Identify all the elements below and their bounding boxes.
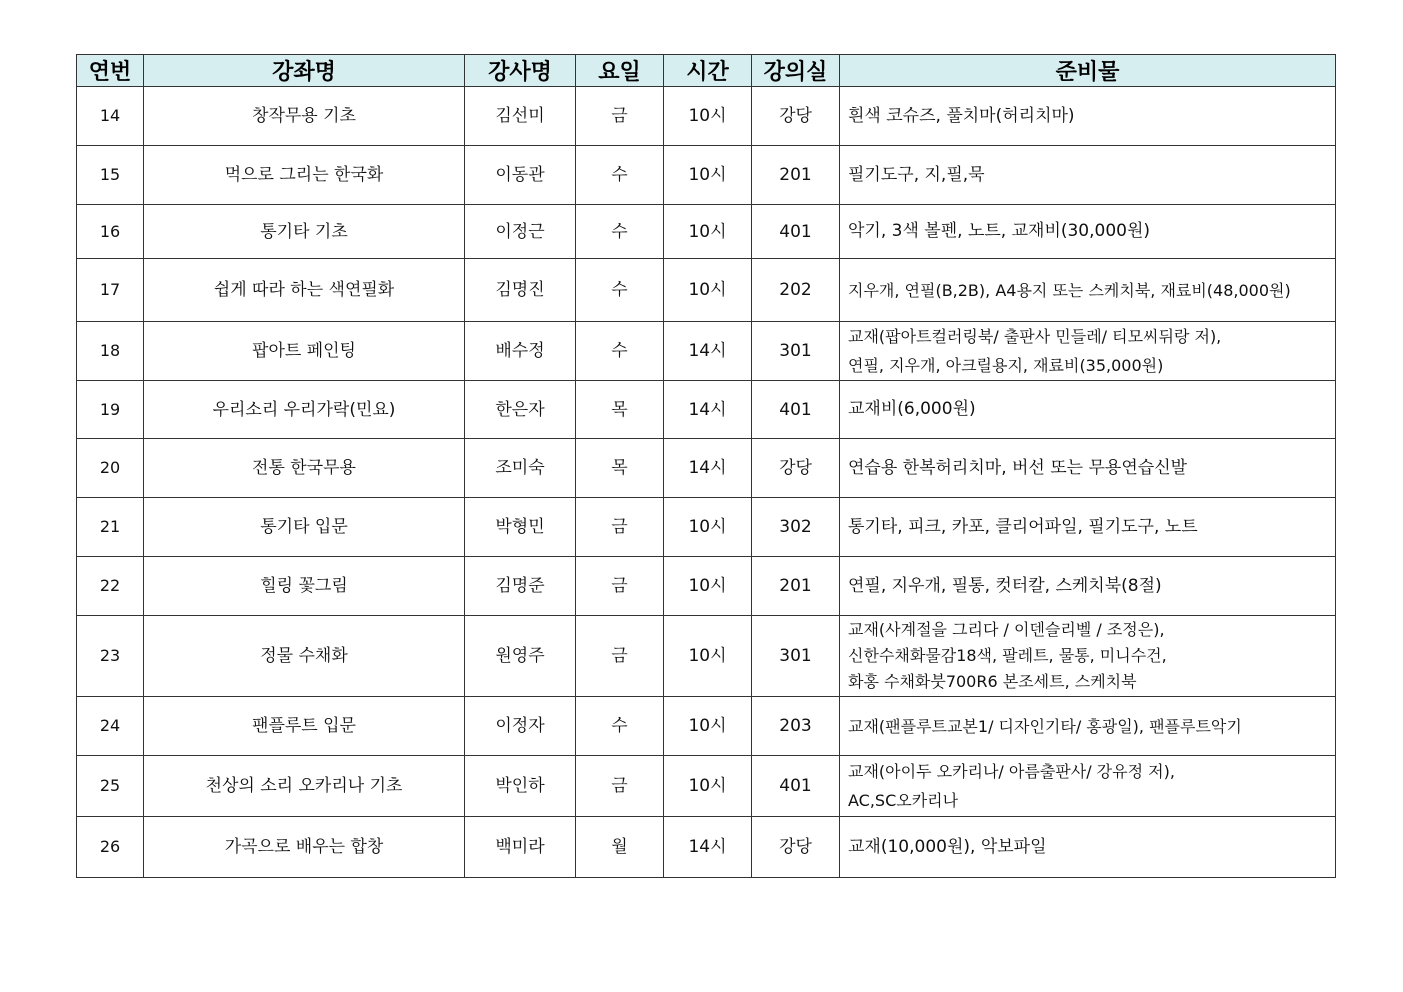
cell-room: 강당 <box>752 87 840 146</box>
header-time: 시간 <box>664 55 752 87</box>
cell-day: 금 <box>576 498 664 557</box>
cell-instructor: 이정근 <box>465 205 576 259</box>
cell-instructor: 이동관 <box>465 146 576 205</box>
cell-day: 목 <box>576 381 664 439</box>
cell-materials: 교재(10,000원), 악보파일 <box>840 817 1336 878</box>
cell-day: 수 <box>576 259 664 322</box>
header-row <box>77 55 1336 87</box>
cell-room: 302 <box>752 498 840 557</box>
cell-instructor: 백미라 <box>465 817 576 878</box>
cell-instructor: 조미숙 <box>465 439 576 498</box>
cell-course: 우리소리 우리가락(민요) <box>144 381 465 439</box>
cell-number: 19 <box>77 381 144 439</box>
cell-time: 10시 <box>664 259 752 322</box>
table-row <box>77 439 1336 498</box>
cell-day: 수 <box>576 697 664 756</box>
cell-time: 14시 <box>664 322 752 381</box>
cell-instructor: 김명진 <box>465 259 576 322</box>
header-course: 강좌명 <box>144 55 465 87</box>
cell-course: 전통 한국무용 <box>144 439 465 498</box>
cell-time: 10시 <box>664 616 752 697</box>
cell-room: 201 <box>752 146 840 205</box>
cell-materials: 필기도구, 지,필,묵 <box>840 146 1336 205</box>
cell-day: 금 <box>576 557 664 616</box>
cell-time: 10시 <box>664 498 752 557</box>
cell-time: 10시 <box>664 205 752 259</box>
table-row <box>77 381 1336 439</box>
cell-day: 금 <box>576 756 664 817</box>
header-room: 강의실 <box>752 55 840 87</box>
cell-number: 17 <box>77 259 144 322</box>
cell-time: 14시 <box>664 381 752 439</box>
cell-room: 401 <box>752 381 840 439</box>
course-table <box>76 54 1336 878</box>
cell-number: 22 <box>77 557 144 616</box>
cell-materials: 교재(아이두 오카리나/ 아름출판사/ 강유정 저), AC,SC오카리나 <box>840 756 1336 817</box>
cell-course: 창작무용 기초 <box>144 87 465 146</box>
cell-course: 팬플루트 입문 <box>144 697 465 756</box>
cell-instructor: 원영주 <box>465 616 576 697</box>
cell-time: 14시 <box>664 439 752 498</box>
cell-instructor: 한은자 <box>465 381 576 439</box>
table-row <box>77 557 1336 616</box>
cell-room: 203 <box>752 697 840 756</box>
cell-number: 23 <box>77 616 144 697</box>
cell-materials: 연필, 지우개, 필통, 컷터칼, 스케치북(8절) <box>840 557 1336 616</box>
cell-course: 정물 수채화 <box>144 616 465 697</box>
cell-room: 301 <box>752 616 840 697</box>
cell-number: 24 <box>77 697 144 756</box>
cell-day: 목 <box>576 439 664 498</box>
cell-number: 20 <box>77 439 144 498</box>
cell-day: 월 <box>576 817 664 878</box>
cell-time: 14시 <box>664 817 752 878</box>
cell-day: 수 <box>576 146 664 205</box>
cell-day: 수 <box>576 205 664 259</box>
cell-number: 18 <box>77 322 144 381</box>
table-row <box>77 205 1336 259</box>
header-day: 요일 <box>576 55 664 87</box>
cell-day: 수 <box>576 322 664 381</box>
cell-day: 금 <box>576 616 664 697</box>
cell-instructor: 박인하 <box>465 756 576 817</box>
cell-materials: 악기, 3색 볼펜, 노트, 교재비(30,000원) <box>840 205 1336 259</box>
cell-instructor: 김선미 <box>465 87 576 146</box>
table-row <box>77 146 1336 205</box>
cell-room: 301 <box>752 322 840 381</box>
cell-materials: 지우개, 연필(B,2B), A4용지 또는 스케치북, 재료비(48,000원) <box>840 259 1336 322</box>
cell-instructor: 박형민 <box>465 498 576 557</box>
cell-number: 16 <box>77 205 144 259</box>
cell-course: 팝아트 페인팅 <box>144 322 465 381</box>
cell-time: 10시 <box>664 756 752 817</box>
table-row <box>77 817 1336 878</box>
cell-instructor: 이정자 <box>465 697 576 756</box>
cell-course: 천상의 소리 오카리나 기초 <box>144 756 465 817</box>
cell-room: 강당 <box>752 439 840 498</box>
cell-course: 힐링 꽃그림 <box>144 557 465 616</box>
table-row <box>77 756 1336 817</box>
cell-course: 통기타 기초 <box>144 205 465 259</box>
table-row <box>77 697 1336 756</box>
cell-number: 26 <box>77 817 144 878</box>
cell-room: 202 <box>752 259 840 322</box>
cell-room: 401 <box>752 205 840 259</box>
cell-time: 10시 <box>664 146 752 205</box>
table-row <box>77 616 1336 697</box>
cell-number: 15 <box>77 146 144 205</box>
course-table-container <box>76 54 1336 878</box>
cell-time: 10시 <box>664 697 752 756</box>
cell-number: 14 <box>77 87 144 146</box>
cell-course: 가곡으로 배우는 합창 <box>144 817 465 878</box>
cell-materials: 흰색 코슈즈, 풀치마(허리치마) <box>840 87 1336 146</box>
table-row <box>77 259 1336 322</box>
table-row <box>77 87 1336 146</box>
cell-day: 금 <box>576 87 664 146</box>
header-number: 연번 <box>77 55 144 87</box>
cell-course: 먹으로 그리는 한국화 <box>144 146 465 205</box>
cell-materials: 교재(팝아트컬러링북/ 출판사 민들레/ 티모씨뒤랑 저), 연필, 지우개, 아크릴용지, 재료비(35,000원) <box>840 322 1336 381</box>
cell-materials: 연습용 한복허리치마, 버선 또는 무용연습신발 <box>840 439 1336 498</box>
cell-materials: 교재비(6,000원) <box>840 381 1336 439</box>
cell-materials: 교재(팬플루트교본1/ 디자인기타/ 홍광일), 팬플루트악기 <box>840 697 1336 756</box>
cell-number: 25 <box>77 756 144 817</box>
cell-materials: 통기타, 피크, 카포, 클리어파일, 필기도구, 노트 <box>840 498 1336 557</box>
table-row <box>77 322 1336 381</box>
header-materials: 준비물 <box>840 55 1336 87</box>
header-instructor: 강사명 <box>465 55 576 87</box>
table-row <box>77 498 1336 557</box>
cell-time: 10시 <box>664 87 752 146</box>
cell-instructor: 김명준 <box>465 557 576 616</box>
cell-number: 21 <box>77 498 144 557</box>
cell-instructor: 배수정 <box>465 322 576 381</box>
cell-materials: 교재(사계절을 그리다 / 이덴슬리벨 / 조정은), 신한수채화물감18색, 팔레트, 물통, 미니수건, 화홍 수채화붓700R6 본조세트, 스케치북 <box>840 616 1336 697</box>
cell-room: 강당 <box>752 817 840 878</box>
cell-room: 401 <box>752 756 840 817</box>
cell-course: 통기타 입문 <box>144 498 465 557</box>
cell-time: 10시 <box>664 557 752 616</box>
cell-room: 201 <box>752 557 840 616</box>
cell-course: 쉽게 따라 하는 색연필화 <box>144 259 465 322</box>
